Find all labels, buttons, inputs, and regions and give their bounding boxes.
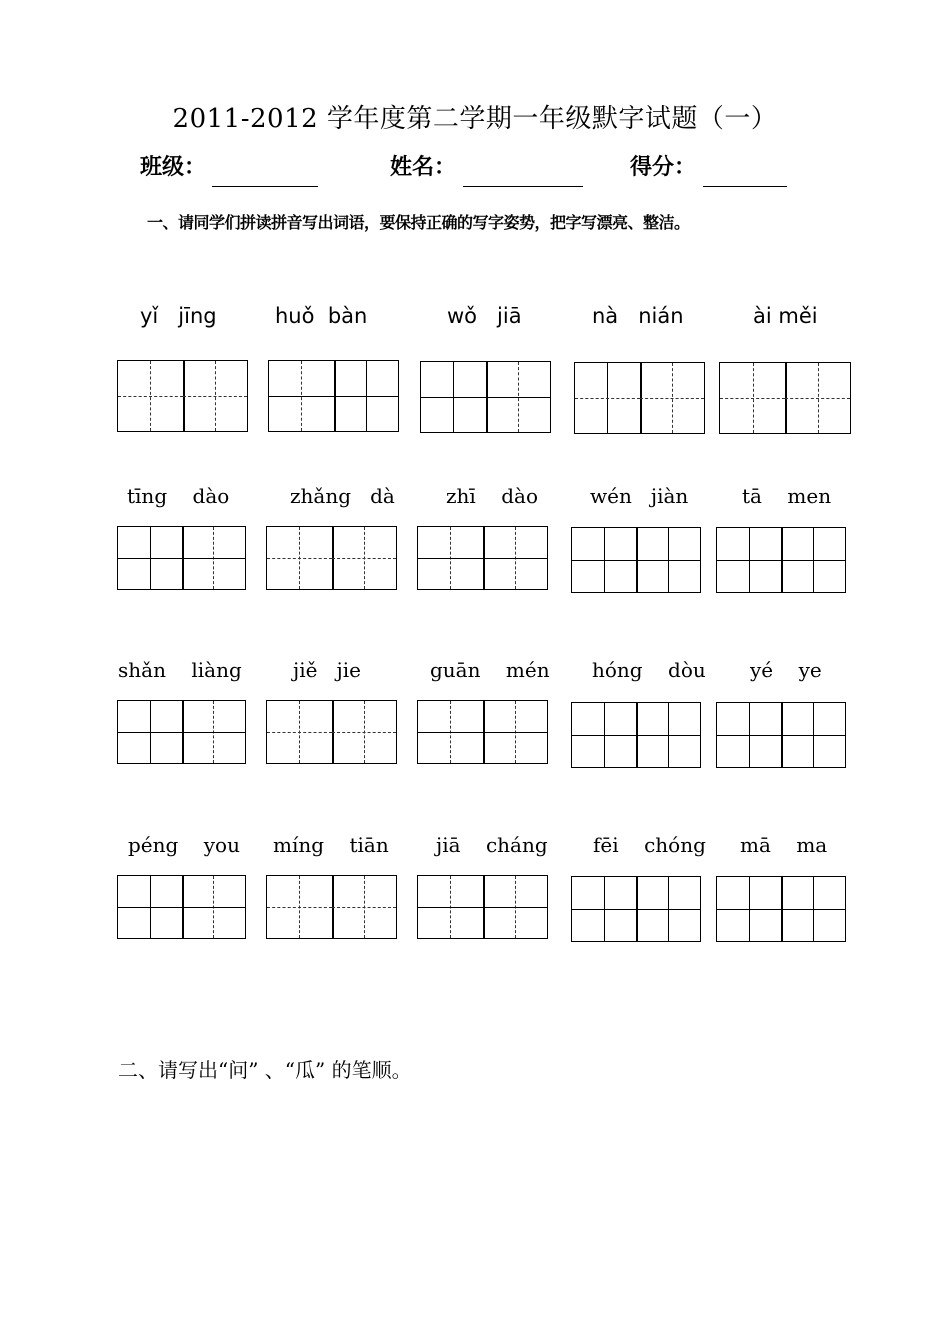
pinyin-label: jiā cháng — [436, 833, 548, 857]
pinyin-label: tā men — [742, 484, 832, 508]
writing-grid[interactable] — [266, 875, 397, 939]
class-label: 班级： — [140, 155, 207, 180]
pinyin-label: yé ye — [750, 658, 822, 682]
section2-question: 二、请写出“问” 、“瓜” 的笔顺。 — [118, 1058, 412, 1082]
writing-grid[interactable] — [574, 362, 705, 434]
pinyin-label: guān mén — [430, 658, 550, 682]
writing-grid[interactable] — [117, 360, 248, 432]
writing-grid[interactable] — [571, 527, 701, 593]
writing-grid[interactable] — [268, 360, 399, 432]
score-label: 得分： — [630, 155, 697, 180]
score-blank[interactable] — [703, 186, 787, 187]
section1-instruction: 一、请同学们拼读拼音写出词语，要保持正确的写字姿势，把字写漂亮、整洁。 — [147, 213, 690, 232]
pinyin-label: huǒ bàn — [275, 304, 368, 328]
writing-grid[interactable] — [716, 527, 846, 593]
writing-grid[interactable] — [716, 876, 846, 942]
pinyin-label: wǒ jiā — [447, 304, 522, 328]
writing-grid[interactable] — [571, 876, 701, 942]
name-blank[interactable] — [463, 186, 583, 187]
writing-grid[interactable] — [420, 361, 551, 433]
writing-grid[interactable] — [117, 526, 246, 590]
writing-grid[interactable] — [117, 700, 246, 764]
pinyin-label: fēi chóng — [593, 833, 706, 857]
pinyin-label: hóng dòu — [592, 658, 706, 682]
pinyin-label: wén jiàn — [590, 484, 689, 508]
pinyin-label: míng tiān — [273, 833, 389, 857]
pinyin-label: tīng dào — [127, 484, 230, 508]
writing-grid[interactable] — [266, 526, 397, 590]
writing-grid[interactable] — [266, 700, 397, 764]
name-label: 姓名： — [390, 155, 457, 180]
writing-grid[interactable] — [417, 526, 548, 590]
writing-grid[interactable] — [719, 362, 851, 434]
pinyin-label: nà nián — [592, 304, 684, 328]
pinyin-label: mā ma — [740, 833, 828, 857]
pinyin-label: ài měi — [753, 304, 818, 328]
writing-grid[interactable] — [117, 875, 246, 939]
page-title: 2011-2012 学年度第二学期一年级默字试题（一） — [172, 104, 778, 134]
writing-grid[interactable] — [716, 702, 846, 768]
pinyin-label: yǐ jīng — [140, 304, 217, 328]
writing-grid[interactable] — [417, 875, 548, 939]
pinyin-label: péng you — [128, 833, 240, 857]
writing-grid[interactable] — [417, 700, 548, 764]
pinyin-label: zhǎng dà — [290, 484, 395, 508]
class-blank[interactable] — [212, 186, 318, 187]
pinyin-label: zhī dào — [446, 484, 539, 508]
pinyin-label: shǎn liàng — [118, 658, 242, 682]
pinyin-label: jiě jie — [293, 658, 361, 682]
writing-grid[interactable] — [571, 702, 701, 768]
